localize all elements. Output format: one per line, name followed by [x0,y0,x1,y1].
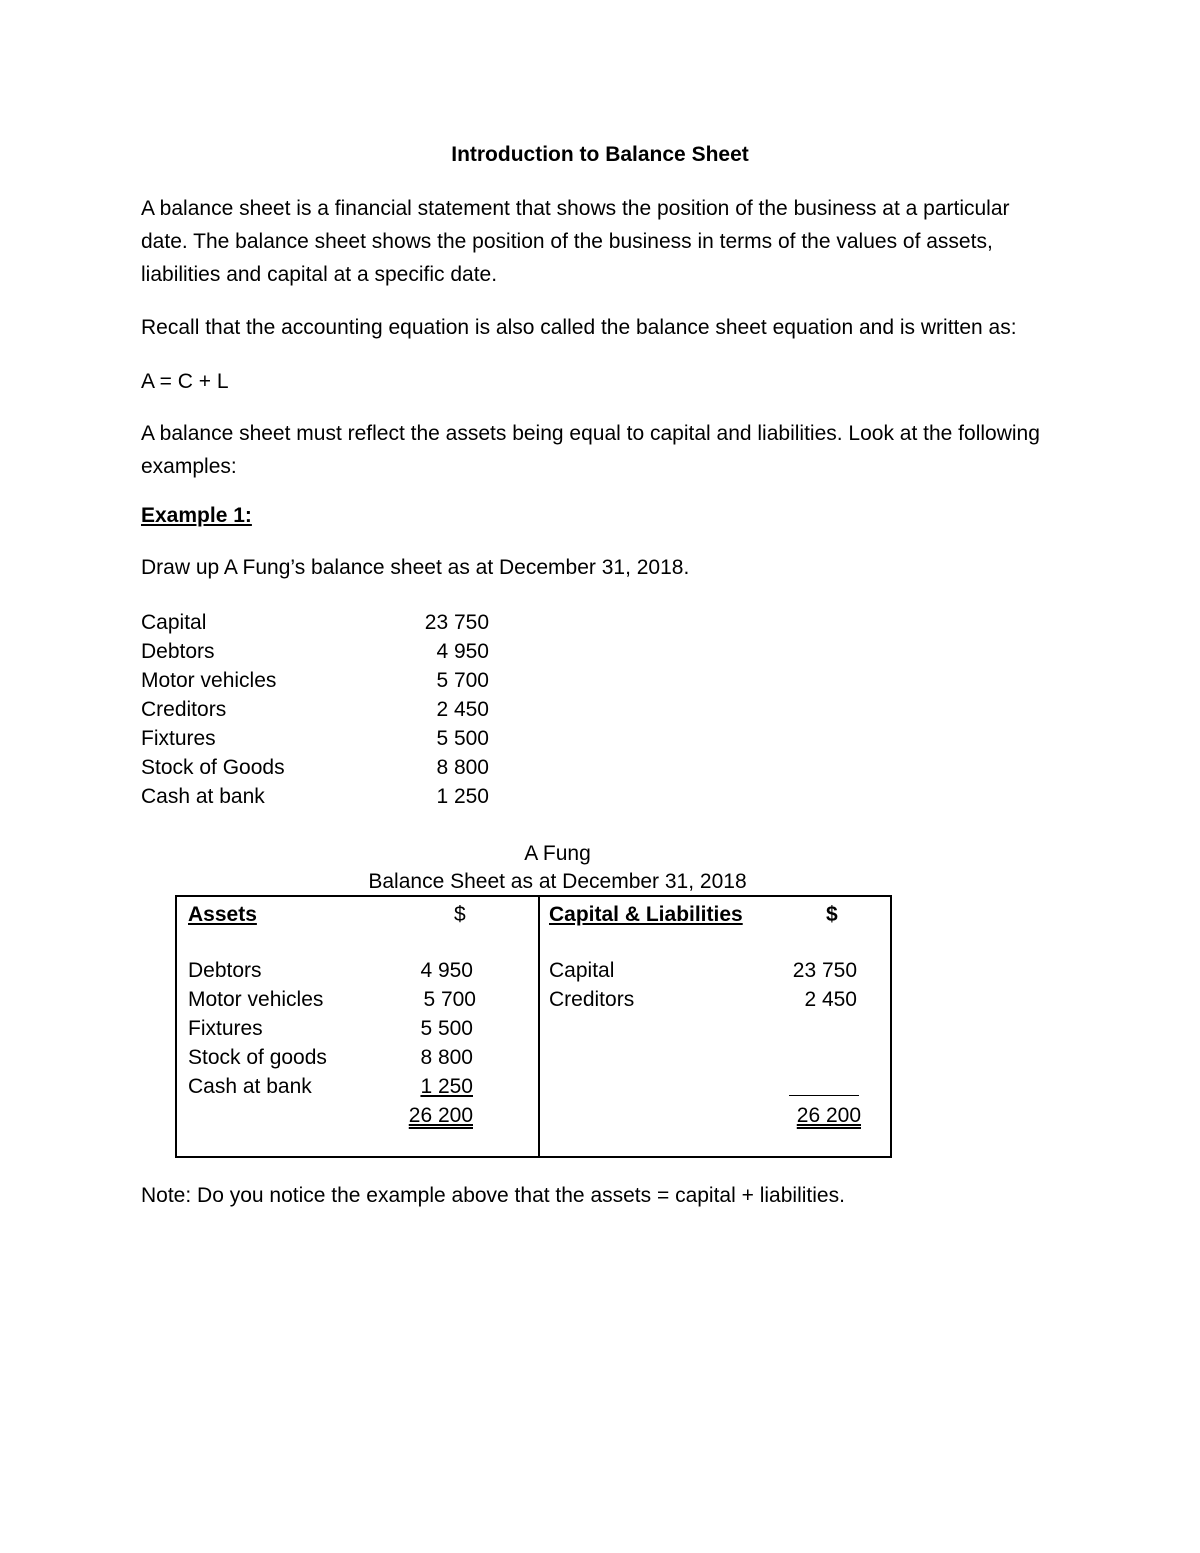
asset-label: Stock of goods [188,1046,327,1069]
list-item [141,724,501,753]
assets-total: 26 200 [408,1104,473,1127]
list-item [141,666,501,695]
list-item [141,637,501,666]
asset-label: Motor vehicles [188,988,324,1011]
recall-paragraph: Recall that the accounting equation is also called the balance sheet equation and is written as: [141,316,1017,339]
asset-label: Debtors [188,959,262,982]
asset-label: Cash at bank [188,1075,312,1098]
capital-liabilities-header: Capital & Liabilities [549,903,743,926]
item-label: Capital [141,611,207,634]
intro-paragraph: A balance sheet is a financial statement that shows the position of the business at a particular date. The balance sheet shows the position of the business in terms of the values of assets, liabilities and capital at a specific date. [141,197,1010,286]
column-divider [538,897,540,1156]
balance-sheet-table [175,895,892,1158]
item-label: Creditors [141,698,227,721]
asset-value: 5 500 [420,1017,473,1040]
item-label: Motor vehicles [141,669,277,692]
equation-text: A = C + L [141,370,229,393]
capital-liabilities-currency: $ [826,903,838,926]
capital-liability-value: 2 450 [804,988,857,1011]
asset-value: 8 800 [420,1046,473,1069]
list-item [141,753,501,782]
list-item [141,608,501,637]
asset-value: 5 700 [423,988,476,1011]
capital-liabilities-total: 26 200 [796,1104,861,1127]
item-value: 5 500 [436,727,489,750]
balance-sheet-name: A Fung [524,842,591,865]
example-instruction: Draw up A Fung’s balance sheet as at December 31, 2018. [141,556,690,579]
item-label: Fixtures [141,727,216,750]
assets-currency: $ [454,903,466,926]
item-value: 5 700 [436,669,489,692]
page-title: Introduction to Balance Sheet [451,143,749,166]
asset-label: Fixtures [188,1017,263,1040]
asset-value: 1 250 [420,1075,473,1098]
subtotal-rule [789,1095,859,1096]
item-value: 4 950 [436,640,489,663]
list-item [141,695,501,724]
item-value: 2 450 [436,698,489,721]
item-value: 1 250 [436,785,489,808]
assets-header: Assets [188,903,257,926]
item-label: Cash at bank [141,785,265,808]
capital-liability-label: Creditors [549,988,635,1011]
item-label: Stock of Goods [141,756,285,779]
item-value: 23 750 [424,611,489,634]
item-value: 8 800 [436,756,489,779]
list-item [141,782,501,811]
capital-liability-value: 23 750 [792,959,857,982]
balance-sheet-title: Balance Sheet as at December 31, 2018 [368,870,747,893]
example-heading: Example 1: [141,504,252,527]
note-text: Note: Do you notice the example above that the assets = capital + liabilities. [141,1184,845,1207]
asset-value: 4 950 [420,959,473,982]
example-data-list [141,608,501,811]
item-label: Debtors [141,640,215,663]
reflect-paragraph: A balance sheet must reflect the assets being equal to capital and liabilities. Look at the following examples: [141,422,1040,478]
capital-liability-label: Capital [549,959,615,982]
